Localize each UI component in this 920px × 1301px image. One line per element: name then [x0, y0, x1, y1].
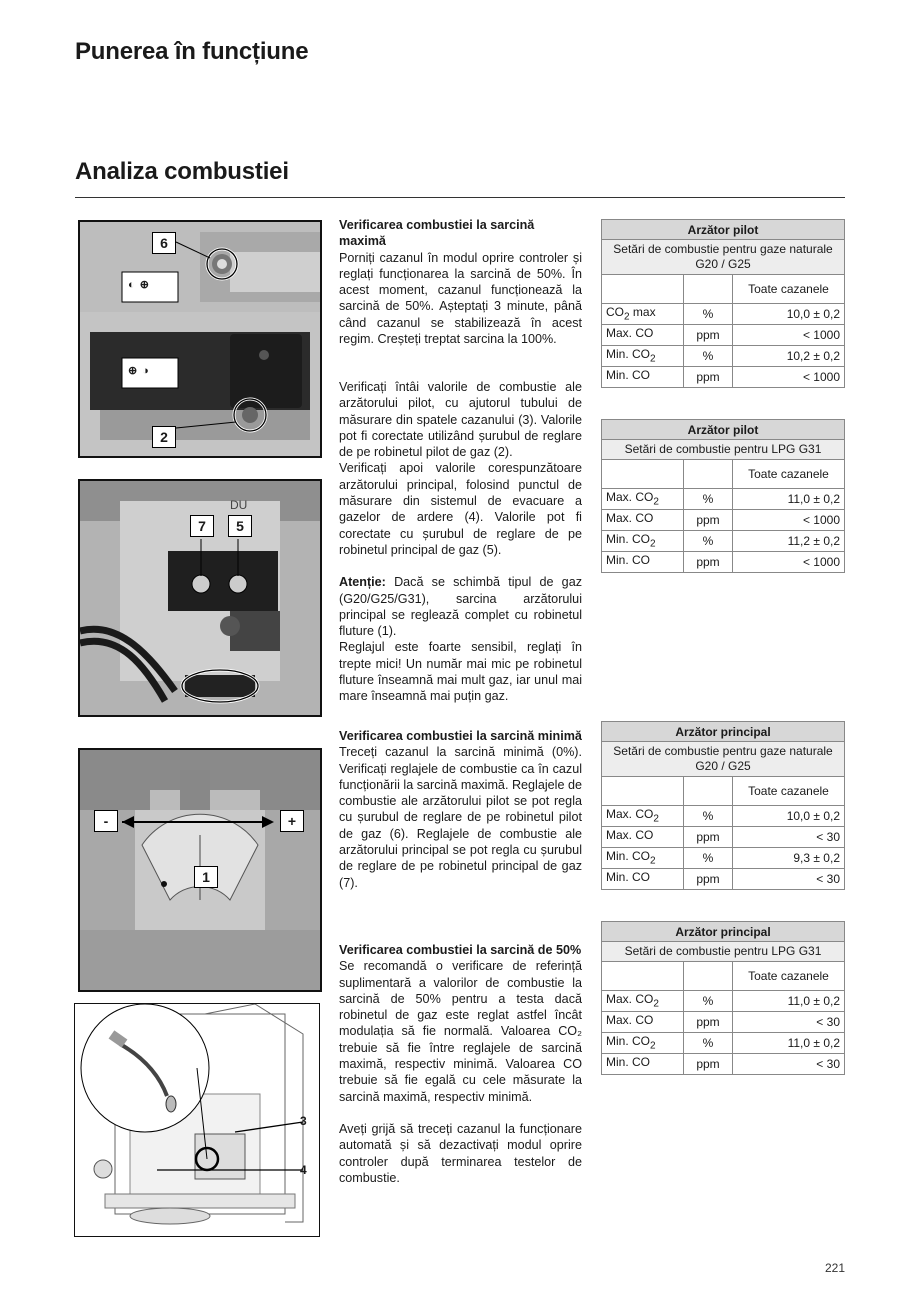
- param: Min. CO: [606, 347, 651, 362]
- spec-table-main-natural-gas: [601, 721, 845, 890]
- unit: %: [684, 304, 733, 325]
- table-row: [602, 848, 845, 869]
- param: Min. CO: [606, 1055, 651, 1070]
- param-sub: 2: [650, 1040, 656, 1052]
- unit: ppm: [684, 827, 733, 848]
- table-row: [602, 1033, 845, 1054]
- value: 11,0 ± 0,2: [733, 489, 845, 510]
- unit: ppm: [684, 367, 733, 388]
- param: CO: [606, 305, 624, 320]
- value: 11,2 ± 0,2: [733, 531, 845, 552]
- param-sub: 2: [653, 998, 659, 1010]
- table-title: Arzător pilot: [602, 220, 845, 240]
- table-subtitle: Setări de combustie pentru LPG G31: [602, 440, 845, 460]
- svg-text:DU: DU: [230, 498, 248, 512]
- spec-table-pilot-natural-gas: [601, 219, 845, 388]
- value: < 30: [733, 1054, 845, 1075]
- unit: %: [684, 1033, 733, 1054]
- boiler-illustration: [75, 1004, 319, 1236]
- param: Min. CO: [606, 1034, 651, 1049]
- table-col-header: Toate cazanele: [733, 962, 845, 991]
- unit: %: [684, 848, 733, 869]
- paragraph: Aveți grijă să treceți cazanul la funcționare automată și să dezactivați modul oprire controler după terminarea testelor de combustie.: [339, 1121, 582, 1185]
- param-sub: 2: [624, 311, 630, 323]
- value: 11,0 ± 0,2: [733, 991, 845, 1012]
- callout-label: 3: [300, 1114, 307, 1128]
- heading-min-load: Verificarea combustiei la sarcină minimă: [339, 729, 582, 743]
- table-subtitle: Setări de combustie pentru gaze naturale G20 / G25: [602, 240, 845, 275]
- table-row: [602, 531, 845, 552]
- param-suffix: max: [629, 305, 656, 320]
- callout-label: 2: [152, 426, 176, 448]
- table-row: [602, 510, 845, 531]
- unit: %: [684, 346, 733, 367]
- unit: ppm: [684, 1054, 733, 1075]
- param: Max. CO: [606, 490, 654, 505]
- table-row: [602, 806, 845, 827]
- text-max-load: [339, 217, 582, 347]
- heading-max-load: Verificarea combustiei la sarcină maximă: [339, 218, 535, 249]
- table-row: [602, 991, 845, 1012]
- value: < 1000: [733, 510, 845, 531]
- unit: %: [684, 489, 733, 510]
- attention-text: Dacă se schimbă tipul de gaz (G20/G25/G31), sarcina arzătorului principal se reglează complet cu robinetul fluture (1).: [339, 575, 582, 639]
- value: < 30: [733, 1012, 845, 1033]
- param: Max. CO: [606, 1013, 654, 1028]
- unit: ppm: [684, 552, 733, 573]
- table-row: [602, 1012, 845, 1033]
- unit: %: [684, 991, 733, 1012]
- paragraph: Treceți cazanul la sarcină minimă (0%). Verificați reglajele de combustie ca în cazul funcționării la sarcină maximă. Reglajele de combustie ale arzătorului pilot se pot regla cu șurubul de reglare de pe robinetul pilot de gaz (6). Reglajele de combustie ale arzătorului principal se pot regla cu șurubul de reglare de pe robinetul principal de gaz (7).: [339, 745, 582, 890]
- table-row: [602, 367, 845, 388]
- value: 9,3 ± 0,2: [733, 848, 845, 869]
- value: 11,0 ± 0,2: [733, 1033, 845, 1054]
- value: < 1000: [733, 367, 845, 388]
- param: Max. CO: [606, 511, 654, 526]
- table-title: Arzător principal: [602, 722, 845, 742]
- param: Max. CO: [606, 828, 654, 843]
- figure-pilot-valve-photo: [78, 220, 322, 458]
- paragraph: Reglajul este foarte sensibil, reglați în trepte mici! Un număr mai mic pe robinetul fluture înseamnă mai mult gaz, iar unul mai mare înseamnă mai puțin gaz.: [339, 640, 582, 704]
- figure-butterfly-valve-photo: [78, 748, 322, 992]
- param: Min. CO: [606, 849, 651, 864]
- value: 10,0 ± 0,2: [733, 304, 845, 325]
- value: < 30: [733, 827, 845, 848]
- callout-label: 5: [228, 515, 252, 537]
- param: Min. CO: [606, 553, 651, 568]
- table-row: [602, 552, 845, 573]
- table-title: Arzător principal: [602, 922, 845, 942]
- spec-table-main-lpg: [601, 921, 845, 1075]
- callout-label: 7: [190, 515, 214, 537]
- paragraph: Se recomandă o verificare de referință suplimentară a valorilor de combustie la sarcină de 50% pentru a testa dacă robinetul de gaz este reglat astfel încât modulația să fie normală. Valoarea CO₂ trebuie să fie între reglajele de sarcină maximă, respectiv minimă. Valoarea CO trebuie să fie egală cu cele măsurate la sarcină maximă, respectiv minimă.: [339, 959, 582, 1104]
- unit: ppm: [684, 325, 733, 346]
- unit: ppm: [684, 869, 733, 890]
- table-row: [602, 489, 845, 510]
- param: Max. CO: [606, 807, 654, 822]
- pilot-valve-illustration: [80, 222, 320, 456]
- value: 10,0 ± 0,2: [733, 806, 845, 827]
- adjust-minus-plus-icon: ◐ ⊕: [128, 279, 150, 291]
- section-title: Analiza combustiei: [75, 158, 289, 185]
- spec-table-pilot-lpg: [601, 419, 845, 573]
- table-col-header: Toate cazanele: [733, 460, 845, 489]
- table-row: [602, 827, 845, 848]
- param-sub: 2: [650, 538, 656, 550]
- table-row: [602, 346, 845, 367]
- unit: %: [684, 806, 733, 827]
- callout-minus-label: -: [94, 810, 118, 832]
- table-row: [602, 869, 845, 890]
- param-sub: 2: [650, 353, 656, 365]
- table-row: [602, 325, 845, 346]
- param-sub: 2: [653, 813, 659, 825]
- heading-50-load: Verificarea combustiei la sarcină de 50%: [339, 943, 582, 957]
- table-row: [602, 304, 845, 325]
- table-col-header: Toate cazanele: [733, 275, 845, 304]
- page-title: Punerea în funcțiune: [75, 38, 309, 65]
- page-number: 221: [824, 1261, 845, 1275]
- table-subtitle: Setări de combustie pentru gaze naturale G20 / G25: [602, 742, 845, 777]
- section-divider: [75, 197, 845, 198]
- value: 10,2 ± 0,2: [733, 346, 845, 367]
- paragraph: Verificați întâi valorile de combustie ale arzătorului pilot, cu ajutorul tubului de măsurare din spatele cazanului (3). Valorile pot fi corectate utilizând șurubul de reglare de pe robinetul pilot de gaz (2).: [339, 380, 582, 460]
- param: Max. CO: [606, 326, 654, 341]
- attention-label: Atenție:: [339, 575, 386, 590]
- figure-boiler-drawing: [74, 1003, 320, 1237]
- figure-main-valve-photo: [78, 479, 322, 717]
- callout-label: 4: [300, 1163, 307, 1177]
- unit: ppm: [684, 510, 733, 531]
- paragraph: Porniți cazanul în modul oprire controler și reglați funcționarea la sarcină de 50%. În acest moment, cazanul funcționează la sarcină de 50%. Așteptați 3 minute, până când cazanul se stabilizează în acest regim. Creșteți treptat sarcina la 100%.: [339, 250, 582, 347]
- text-measurement: [339, 379, 582, 705]
- value: < 1000: [733, 552, 845, 573]
- table-title: Arzător pilot: [602, 420, 845, 440]
- unit: ppm: [684, 1012, 733, 1033]
- table-row: [602, 1054, 845, 1075]
- callout-plus-label: +: [280, 810, 304, 832]
- unit: %: [684, 531, 733, 552]
- param: Min. CO: [606, 368, 651, 383]
- paragraph: Verificați apoi valorile corespunzătoare arzătorului principal, folosind punctul de măsurare din sistemul de evacuare a gazelor de ardere (4). Valorile pot fi corectate cu șurubul de reglare de pe robinetul principal de gaz (5).: [339, 461, 582, 557]
- callout-label: 6: [152, 232, 176, 254]
- param: Max. CO: [606, 992, 654, 1007]
- param-sub: 2: [650, 855, 656, 867]
- table-col-header: Toate cazanele: [733, 777, 845, 806]
- callout-label: 1: [194, 866, 218, 888]
- text-min-load: [339, 728, 582, 891]
- adjust-plus-minus-icon: ⊕ ◑: [128, 365, 150, 377]
- paragraph-attention: [339, 574, 582, 639]
- text-50-load: [339, 942, 582, 1186]
- param: Min. CO: [606, 532, 651, 547]
- value: < 1000: [733, 325, 845, 346]
- value: < 30: [733, 869, 845, 890]
- param-sub: 2: [653, 496, 659, 508]
- param: Min. CO: [606, 870, 651, 885]
- table-subtitle: Setări de combustie pentru LPG G31: [602, 942, 845, 962]
